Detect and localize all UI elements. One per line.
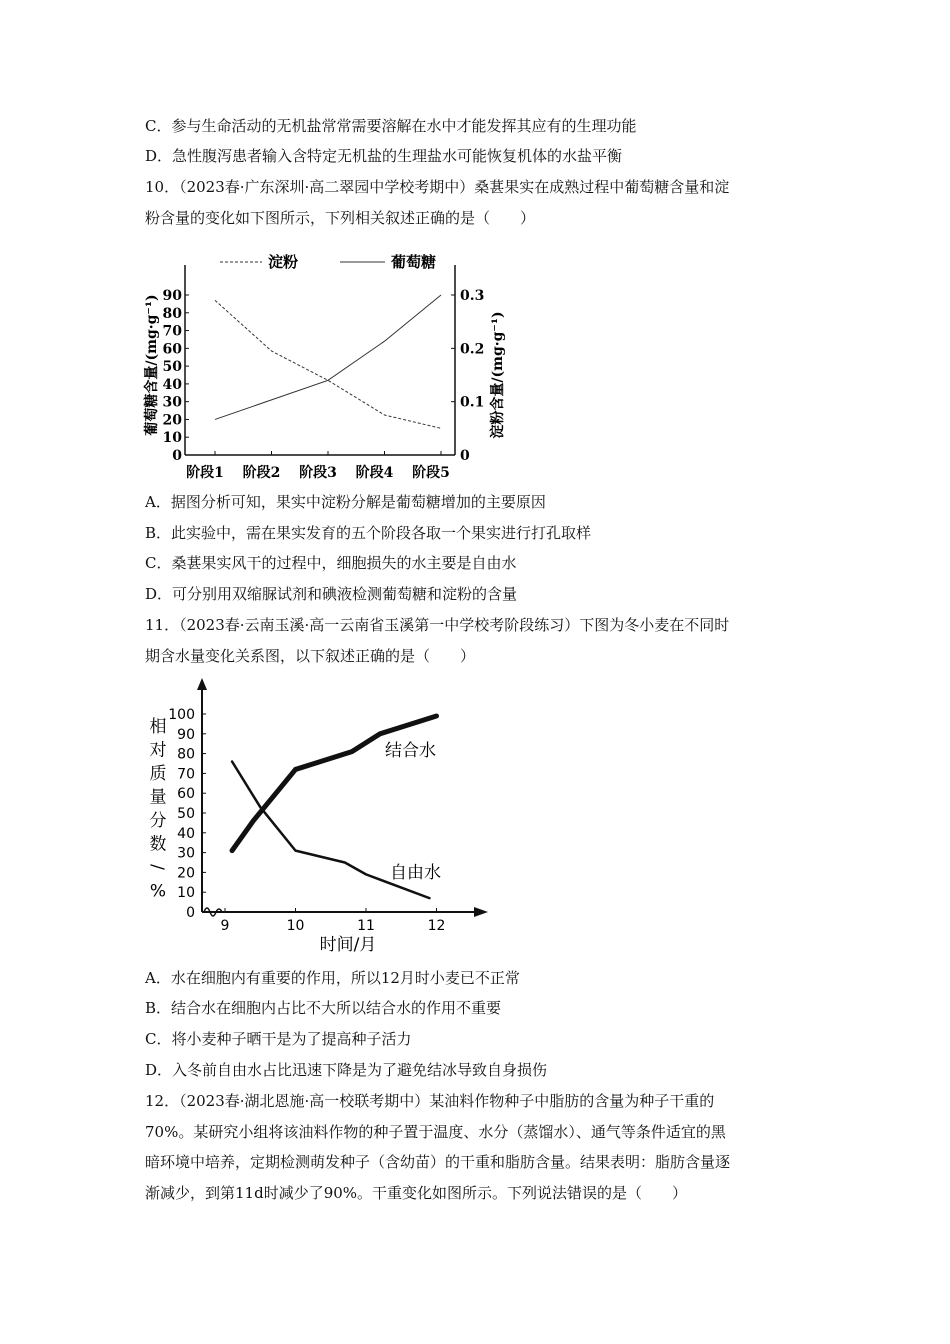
q10-stem-line2: 粉含量的变化如下图所示，下列相关叙述正确的是（ ） <box>145 209 536 227</box>
q11-option-a: A．水在细胞内有重要的作用，所以12月时小麦已不正常 <box>145 969 520 987</box>
glucose-series-line <box>215 295 441 419</box>
y-axis-title-char: 质 <box>149 764 167 784</box>
y-axis-title-char: % <box>149 881 167 902</box>
y-tick-label: 0 <box>186 905 195 921</box>
legend-glucose-label: 葡萄糖 <box>391 253 437 271</box>
option-c-prev: C．参与生命活动的无机盐常常需要溶解在水中才能发挥其应有的生理功能 <box>145 117 637 135</box>
free-water-label: 自由水 <box>390 863 441 883</box>
bound-water-label: 结合水 <box>385 741 436 761</box>
y-tick-label: 30 <box>177 845 195 862</box>
q12-stem-line1: 12．（2023春·湖北恩施·高一校联考期中）某油料作物种子中脂肪的含量为种子干重的 <box>145 1092 715 1110</box>
x-tick-label: 阶段3 <box>299 465 337 481</box>
y-tick-label: 20 <box>177 865 195 882</box>
q11-option-d: D．入冬前自由水占比迅速下降是为了避免结冰导致自身损伤 <box>145 1061 548 1079</box>
x-tick-label: 12 <box>427 918 446 934</box>
x-tick-label: 9 <box>220 918 230 934</box>
q11-chart <box>140 672 490 957</box>
left-tick-label: 0 <box>172 448 182 464</box>
right-tick-label: 0.3 <box>460 288 485 304</box>
legend-starch-label: 淀粉 <box>268 253 299 271</box>
right-tick-label: 0.1 <box>460 394 485 411</box>
y-tick-label: 90 <box>177 726 195 743</box>
left-axis-title: 葡萄糖含量/(mg·g⁻¹) <box>144 294 160 436</box>
q10-option-d: D．可分别用双缩脲试剂和碘液检测葡萄糖和淀粉的含量 <box>145 585 518 603</box>
x-tick-label: 阶段1 <box>186 465 224 481</box>
right-tick-label: 0.2 <box>460 341 485 358</box>
left-tick-label: 40 <box>162 376 182 393</box>
q11-option-c: C．将小麦种子晒干是为了提高种子活力 <box>145 1030 412 1048</box>
q11-stem-line2: 期含水量变化关系图，以下叙述正确的是（ ） <box>145 647 476 665</box>
x-tick-label: 阶段4 <box>355 465 394 481</box>
y-tick-label: 60 <box>177 786 195 803</box>
q12-stem-line2: 70%。某研究小组将该油料作物的种子置于温度、水分（蒸馏水）、通气等条件适宜的黑 <box>145 1123 726 1141</box>
starch-series-line <box>215 300 441 428</box>
x-axis-arrow <box>474 907 488 917</box>
option-d-prev: D．急性腹泻患者输入含特定无机盐的生理盐水可能恢复机体的水盐平衡 <box>145 147 623 165</box>
left-tick-label: 50 <box>162 359 182 376</box>
q11-stem-line1: 11．（2023春·云南玉溪·高一云南省玉溪第一中学校考阶段练习）下图为冬小麦在不同时 <box>145 616 730 634</box>
q10-chart <box>140 245 506 485</box>
q12-stem-line3: 暗环境中培养，定期检测萌发种子（含幼苗）的干重和脂肪含量。结果表明：脂肪含量逐 <box>145 1153 731 1171</box>
left-tick-label: 10 <box>162 430 182 447</box>
q10-option-c: C．桑葚果实风干的过程中，细胞损失的水主要是自由水 <box>145 554 517 572</box>
y-tick-label: 40 <box>177 825 195 842</box>
x-tick-label: 10 <box>286 918 305 934</box>
x-tick-label: 阶段5 <box>412 465 450 481</box>
y-axis-title-char: / <box>147 864 167 870</box>
left-tick-label: 60 <box>162 341 182 358</box>
y-axis-arrow <box>197 678 207 690</box>
q10-option-b: B．此实验中，需在果实发育的五个阶段各取一个果实进行打孔取样 <box>145 524 592 542</box>
left-tick-label: 70 <box>162 323 182 340</box>
q10-stem-line1: 10．（2023春·广东深圳·高二翠园中学校考期中）桑葚果实在成熟过程中葡萄糖含量和淀 <box>145 178 730 196</box>
q10-option-a: A．据图分析可知，果实中淀粉分解是葡萄糖增加的主要原因 <box>145 493 546 511</box>
left-tick-label: 90 <box>162 288 182 304</box>
left-tick-label: 80 <box>162 305 182 322</box>
y-tick-label: 10 <box>177 885 195 902</box>
x-tick-label: 阶段2 <box>242 465 281 481</box>
left-tick-label: 30 <box>162 394 182 411</box>
y-axis-title-char: 量 <box>149 787 167 808</box>
left-tick-label: 20 <box>162 412 182 429</box>
y-tick-label: 80 <box>177 746 195 763</box>
q12-stem-line4: 渐减少，到第11d时减少了90%。干重变化如图所示。下列说法错误的是（ ） <box>145 1184 688 1202</box>
x-axis-title: 时间/月 <box>319 935 377 955</box>
y-axis-title-char: 分 <box>149 811 167 831</box>
right-axis-title: 淀粉含量/(mg·g⁻¹) <box>490 311 506 439</box>
y-axis-title-char: 相 <box>149 717 167 737</box>
y-tick-label: 70 <box>177 766 195 783</box>
bound-water-line <box>232 716 436 851</box>
right-tick-label: 0 <box>460 448 470 464</box>
x-tick-label: 11 <box>357 918 375 934</box>
y-tick-label: 100 <box>168 707 195 723</box>
y-axis-title-char: 数 <box>149 834 167 855</box>
y-tick-label: 50 <box>177 806 195 822</box>
y-axis-title-char: 对 <box>149 740 167 761</box>
q11-option-b: B．结合水在细胞内占比不大所以结合水的作用不重要 <box>145 999 502 1017</box>
